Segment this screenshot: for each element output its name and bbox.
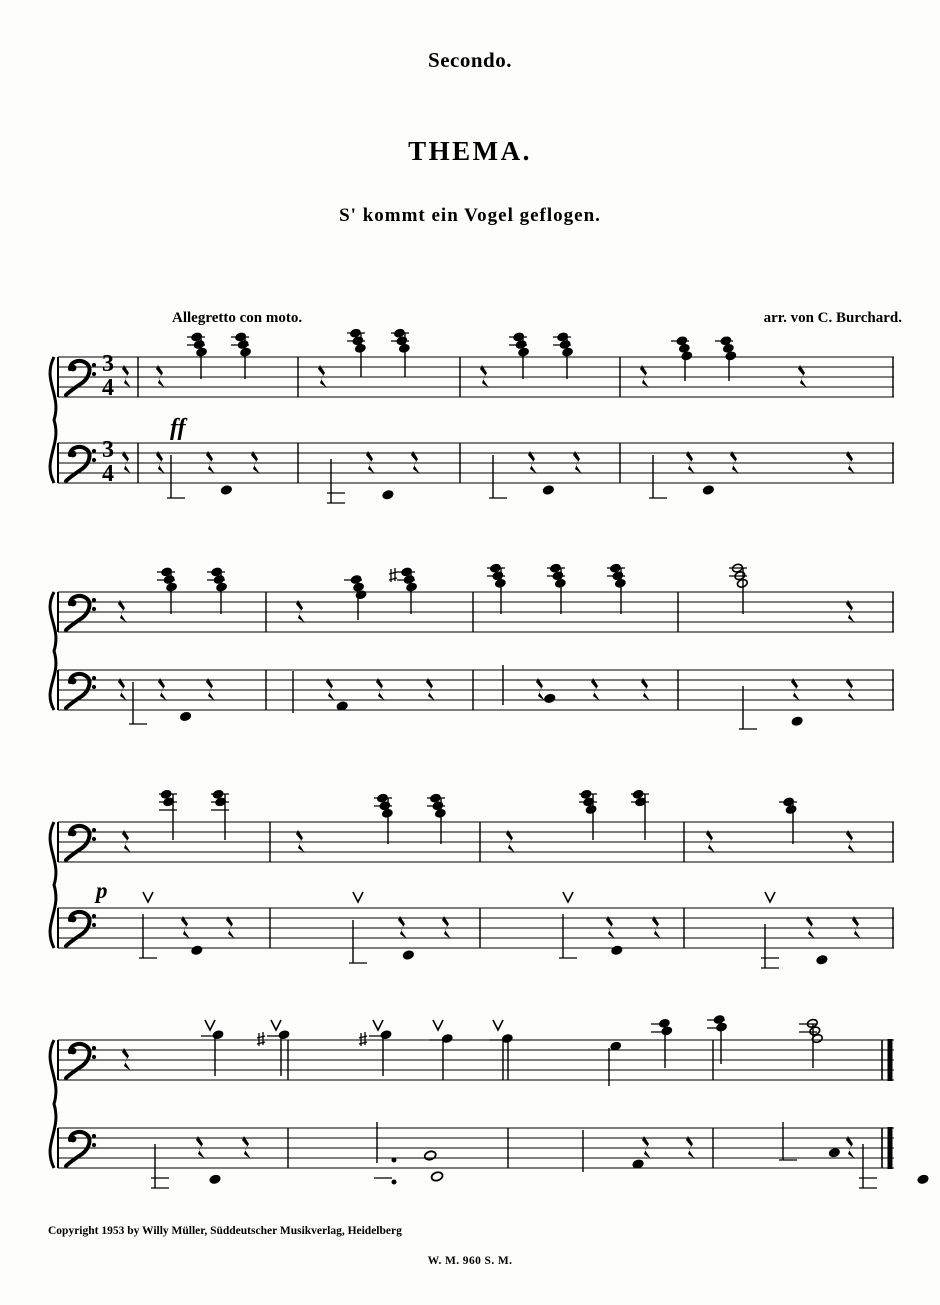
svg-text:4: 4 [102, 375, 114, 401]
final-barline [882, 1039, 890, 1169]
system-1-staves [48, 335, 894, 515]
system-4-staves [48, 1010, 894, 1190]
svg-text:3: 3 [102, 351, 114, 377]
chord-half [799, 1018, 823, 1068]
bass-clef [66, 1044, 96, 1078]
system-2-staves [48, 570, 894, 740]
chord [187, 328, 737, 381]
dynamic-p: p [96, 878, 108, 903]
note-accented [201, 1020, 622, 1086]
note-sharp-accented [359, 1020, 392, 1076]
dotted-half-note [374, 1122, 444, 1184]
bass-clef [66, 674, 96, 708]
music-system-3 [48, 800, 894, 980]
rest [122, 1048, 855, 1159]
note-sharp-accented [257, 1020, 290, 1076]
svg-text:4: 4 [102, 461, 114, 487]
chord-sharp [389, 567, 417, 614]
copyright-notice: Copyright 1953 by Willy Müller, Süddeutscher Musikverlag, Heidelberg [48, 1225, 402, 1237]
bass-note [129, 665, 803, 729]
rest [122, 830, 861, 939]
bass-note-accented [139, 892, 828, 968]
bass-clef [66, 1132, 96, 1166]
dynamic-ff: ff [170, 415, 186, 441]
subtitle: S' kommt ein Vogel geflogen. [339, 205, 601, 226]
time-signature [102, 351, 114, 487]
music-system-4 [48, 1010, 894, 1190]
part-label: Secondo. [428, 48, 512, 72]
page-title: THEMA. [408, 136, 532, 166]
bass-note [167, 455, 714, 503]
bass-clef [66, 596, 96, 630]
svg-text:3: 3 [102, 437, 114, 463]
system-3-staves [48, 800, 894, 980]
chord-half [729, 563, 748, 614]
bass-note [151, 1122, 929, 1188]
music-system-2 [48, 570, 894, 740]
arranger-credit: arr. von C. Burchard. [763, 310, 902, 326]
chord [159, 789, 797, 844]
music-system-1 [48, 335, 894, 515]
rest [118, 600, 855, 701]
bass-clef [66, 447, 96, 481]
bass-clef [66, 361, 96, 395]
tempo-marking: Allegretto con moto. [172, 310, 303, 326]
plate-number: W. M. 960 S. M. [427, 1255, 513, 1267]
bass-clef [66, 826, 96, 860]
bass-clef [66, 912, 96, 946]
